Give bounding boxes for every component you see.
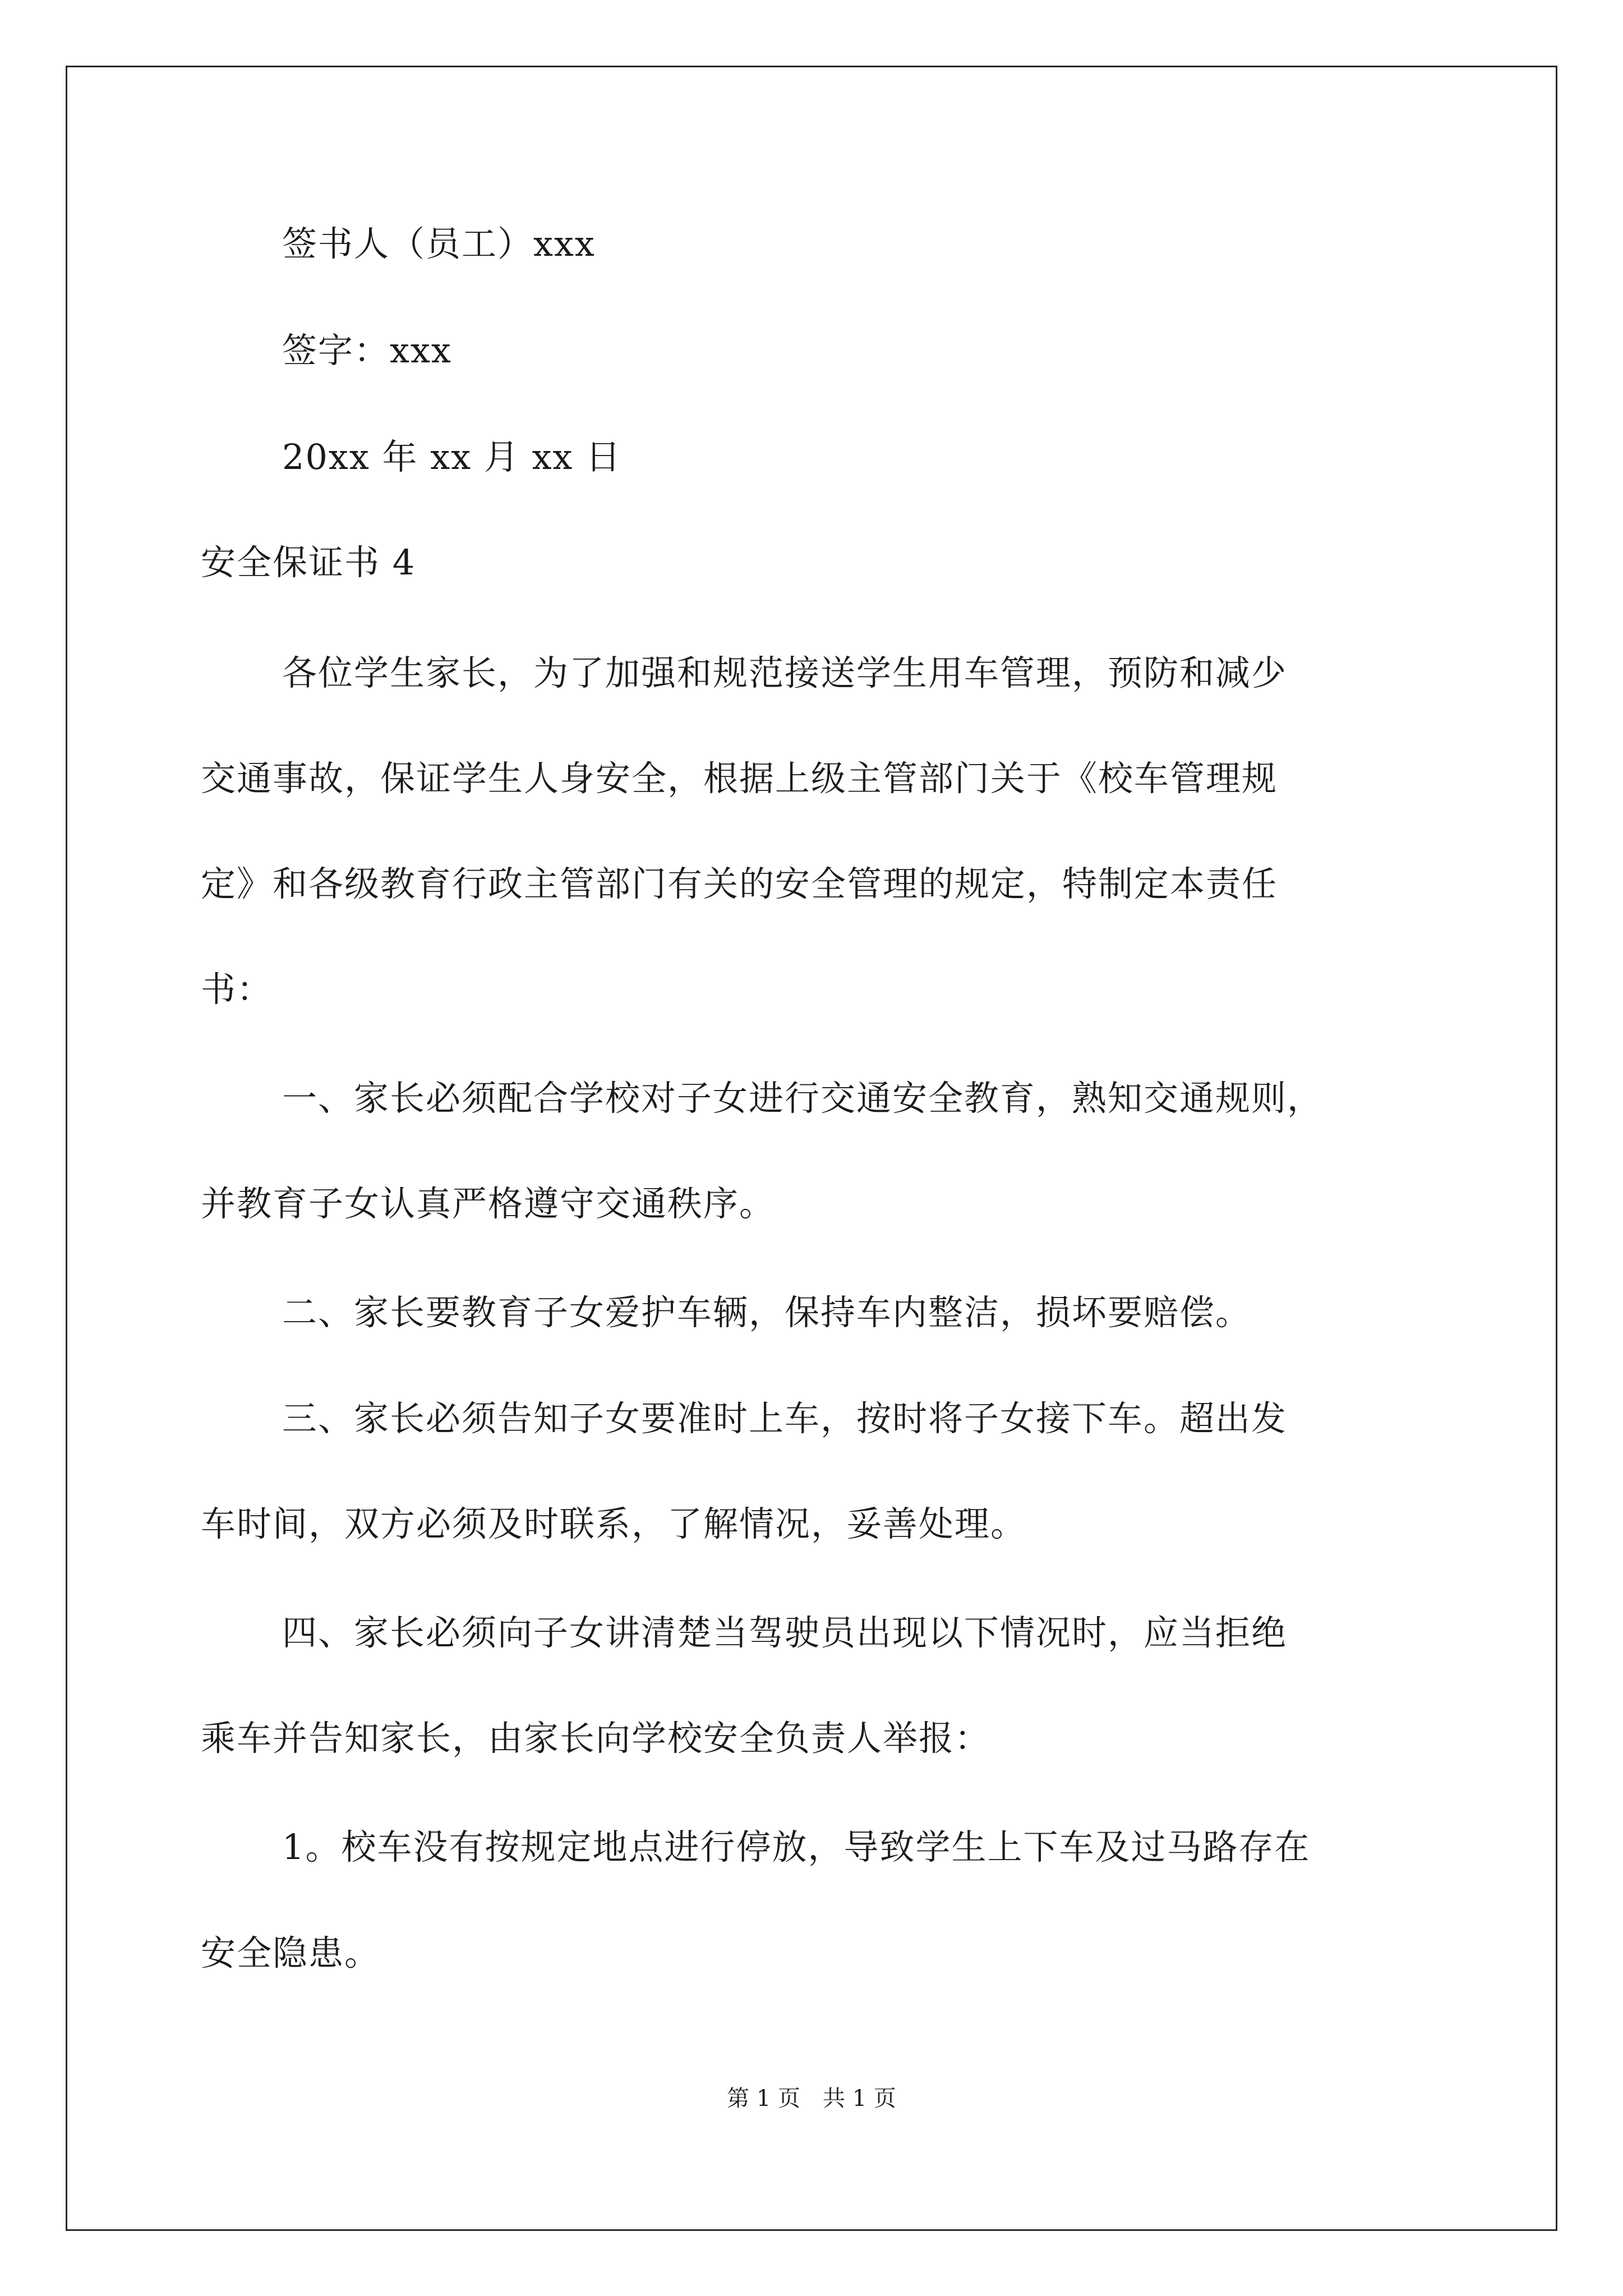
paragraph-line: 各位学生家长，为了加强和规范接送学生用车管理，预防和减少: [282, 652, 1288, 693]
clause-four-line: 四、家长必须向子女讲清楚当驾驶员出现以下情况时，应当拒绝: [282, 1612, 1288, 1653]
clause-one-line: 并教育子女认真严格遵守交通秩序。: [201, 1183, 776, 1224]
item-one-line: 安全隐患。: [201, 1932, 381, 1973]
clause-four-line: 乘车并告知家长，由家长向学校安全负责人举报：: [201, 1718, 991, 1759]
paragraph-line: 交通事故，保证学生人身安全，根据上级主管部门关于《校车管理规: [201, 758, 1278, 799]
clause-one-line: 一、家长必须配合学校对子女进行交通安全教育，熟知交通规则，: [282, 1078, 1324, 1119]
paragraph-line: 定》和各级教育行政主管部门有关的安全管理的规定，特制定本责任: [201, 863, 1278, 904]
page-border: [66, 66, 1557, 2231]
signer-line: 签书人（员工）xxx: [282, 223, 596, 264]
clause-two-line: 二、家长要教育子女爱护车辆，保持车内整洁，损坏要赔偿。: [282, 1292, 1252, 1333]
signature-line: 签字：xxx: [282, 330, 452, 371]
section-title: 安全保证书 4: [201, 542, 416, 583]
date-line: 20xx 年 xx 月 xx 日: [282, 436, 622, 477]
paragraph-line: 书：: [201, 969, 273, 1010]
clause-three-line: 三、家长必须告知子女要准时上车，按时将子女接下车。超出发: [282, 1398, 1288, 1439]
clause-three-line: 车时间，双方必须及时联系，了解情况，妥善处理。: [201, 1503, 1027, 1544]
page-footer: 第 1 页 共 1 页: [727, 2086, 896, 2111]
item-one-line: 1。校车没有按规定地点进行停放，导致学生上下车及过马路存在: [282, 1826, 1311, 1867]
